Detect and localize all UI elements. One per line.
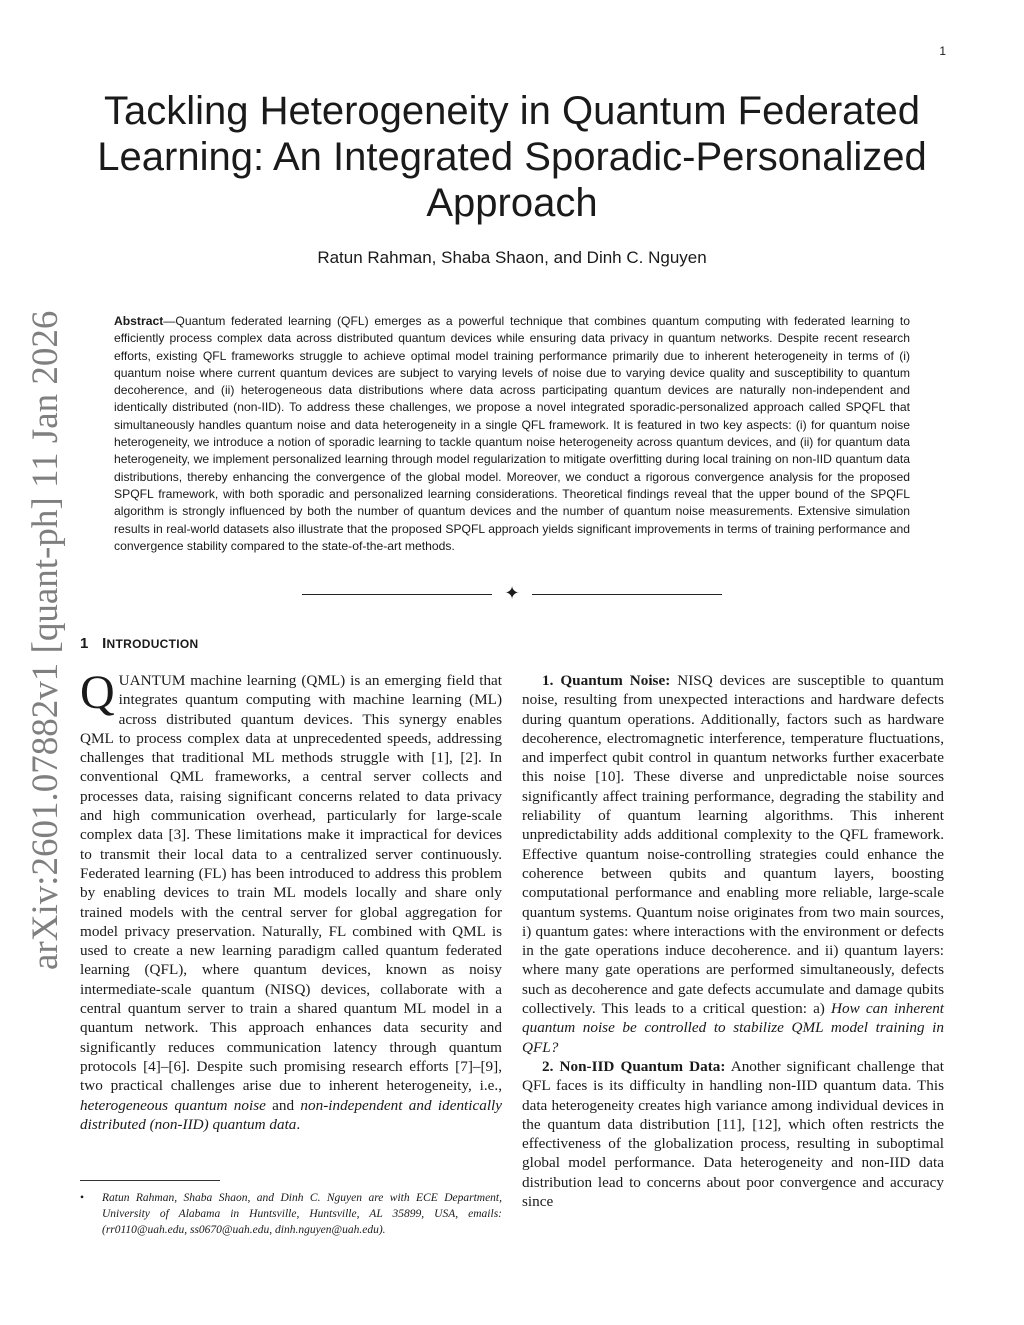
intro-paragraph: [80, 666, 503, 1134]
footnote-rule: [80, 1180, 220, 1181]
separator-rule-left: [302, 594, 492, 595]
italic-term: non-independent and identically distributed (non-IID) quantum data: [80, 1096, 502, 1133]
text-span: machine learning (QML) is an emerging field that integrates quantum computing with machine learning (ML) across distributed quantum devices. This synergy enables QML to process complex data at unprecedented speeds, addressing challenges that traditional ML methods struggle with [: [80, 672, 502, 767]
text-span: ], [: [443, 749, 466, 767]
text-span: ]. These diverse and unpredictable noise sources significantly affect training performance, degrading the stability and reliability of quantum learning algorithms. This inherent unpredictability adds additional complexity to the QFL framework. Effective quantum noise-controlling strategies could enhance the coherence between qubits and quantum layers, boosting computational performance and enabling more reliable, large-scale quantum systems. Quantum noise originates from two main sources, i) quantum gates: where interactions with the environment or defects in the gate operations induce decoherence. and ii) quantum layers: where many gate operations are performed simultaneously, defects such as decoherence and gate defects accumulate and damage qubits collectively. This leads to a critical question: a): [522, 768, 944, 1018]
abstract: [114, 313, 910, 555]
section-title-rest: NTRODUCTION: [106, 637, 199, 651]
section-heading: [80, 635, 199, 652]
abstract-label: Abstract: [114, 314, 164, 328]
section-title-initial: I: [102, 635, 107, 652]
abstract-text: —Quantum federated learning (QFL) emerges as a powerful technique that combines quantum computing with federated learning to efficiently process complex data across distributed quantum devices while ensuring data privacy in quantum networks. Despite recent research efforts, existing QFL frameworks struggle to achieve optimal model training performance primarily due to inherent heterogeneity in terms of (i) quantum noise where current quantum devices are subject to varying levels of noise due to varying device quality and susceptibility to quantum decoherence, and (ii) heterogeneous data distributions where data across participating quantum devices are naturally non-independent and identically distributed (non-IID). To address these challenges, we propose a novel integrated sporadic-personalized approach called SPQFL that simultaneously handles quantum noise and data heterogeneity in a single QFL framework. It is featured in two key aspects: (i) for quantum noise heterogeneity, we introduce a notion of sporadic learning to tackle quantum noise heterogeneity across quantum devices, and (ii) for quantum data heterogeneity, we implement personalized learning through model regularization to mitigate overfitting during local training on non-IID quantum data distributions, thereby enhancing the convergence of the global model. Moreover, we conduct a rigorous convergence analysis for the proposed SPQFL framework, with both sporadic and personalized learning considerations. Theoretical findings reveal that the upper bound of the SPQFL algorithm is strongly influenced by both the number of quantum devices and the number of quantum noise measurements. Extensive simulation results in real-world datasets also illustrate that the proposed SPQFL approach yields significant improvements in terms of training performance and convergence stability compared to the state-of-the-art methods.: [114, 314, 910, 553]
text-span: ], [: [736, 1115, 758, 1133]
text-span: ], two practical challenges arise due to inherent heterogeneity, i.e.,: [80, 1057, 502, 1095]
page-number: 1: [939, 44, 946, 58]
paper-authors: Ratun Rahman, Shaba Shaon, and Dinh C. Nguyen: [317, 248, 707, 267]
arxiv-side-stamp: arXiv:2601.07882v1 [quant-ph] 11 Jan 2026: [25, 310, 66, 970]
separator-diamond-icon: ✦: [504, 583, 520, 603]
paper-title: Tackling Heterogeneity in Quantum Federated Learning: An Integrated Sporadic-Personalized Approach: [97, 89, 927, 225]
citation-link[interactable]: 3: [173, 826, 182, 844]
separator-rule-right: [532, 594, 722, 595]
citation-link[interactable]: 2: [465, 749, 473, 767]
text-span: and: [265, 1096, 301, 1114]
citation-link[interactable]: 7: [460, 1057, 468, 1075]
paragraph-label: 1. Quantum Noise:: [542, 672, 671, 689]
footnote-bullet: •: [80, 1192, 85, 1204]
dropcap: Q: [80, 666, 115, 719]
citation-link[interactable]: 6: [173, 1057, 182, 1075]
citation-link[interactable]: 9: [485, 1057, 494, 1075]
text-span: .: [296, 1115, 301, 1133]
quantum-noise-paragraph: [522, 671, 944, 1057]
paragraph-label: 2. Non-IID Quantum Data:: [542, 1057, 726, 1075]
footnote-text: Ratun Rahman, Shaba Shaon, and Dinh C. Nguyen are with ECE Department, University of Alabama in Huntsville, Huntsville, AL 35899, USA, emails: (rr0110@uah.edu, ss0670@uah.edu, dinh.nguyen@uah.edu).: [102, 1192, 502, 1236]
citation-link[interactable]: 10: [600, 768, 616, 786]
right-column: [522, 671, 944, 1211]
footnote: [80, 1190, 502, 1238]
text-span: ]–[: [467, 1057, 486, 1075]
citation-link[interactable]: 4: [148, 1057, 156, 1075]
text-span: ]. In conventional QML frameworks, a central server collects and processes data, raising significant concerns related to data privacy and high communication overhead, particularly for large-scale complex data [: [80, 749, 502, 844]
citation-link[interactable]: 12: [757, 1115, 773, 1133]
left-column: [80, 666, 503, 1134]
text-span: ]. These limitations make it impractical for devices to transmit their local data to a centralized server continuously. Federated learning (FL) has been introduced to address this problem by enabling devices to train ML models locally and share only trained models with the central server for global aggregation for model privacy preservation. Naturally, FL combined with QML is used to create a new learning paradigm called quantum federated learning (QFL), where quantum devices, known as noisy intermediate-scale quantum (NISQ) devices, collaborate with a central quantum server to train a shared quantum ML model in a quantum network. This approach enhances data security and significantly reduces communication latency through quantum protocols [: [80, 826, 503, 1075]
citation-link[interactable]: 11: [721, 1115, 737, 1133]
text-span: ]. Despite such promising research efforts [: [181, 1057, 461, 1075]
text-span: NISQ devices are susceptible to quantum noise, resulting from unexpected interactions and hardware defects during quantum operations. Additionally, factors such as hardware decoherence, electromagnetic interference, temperature fluctuations, and imperfect qubit control in quantum networks further exacerbate this noise [: [522, 672, 944, 786]
section-number: 1: [80, 635, 89, 652]
text-span: Another significant challenge that QFL faces is its difficulty in handling non-IID quantum data. This data heterogeneity creates high variance among individual devices in the quantum data distribution [: [522, 1057, 944, 1133]
research-question: How can inherent quantum noise be controlled to stabilize QML model training in QFL?: [522, 1000, 945, 1056]
smallcaps-lead: UANTUM: [118, 672, 186, 689]
text-span: ]–[: [155, 1057, 174, 1075]
text-span: ], which often restricts the effectiveness of the globalization process, resulting in suboptimal global model performance. Data heterogeneity and non-IID data distribution lead to concerns about poor convergence and accuracy since: [522, 1115, 944, 1211]
non-iid-paragraph: [522, 1057, 944, 1211]
citation-link[interactable]: 1: [436, 749, 444, 767]
italic-term: heterogeneous quantum noise: [80, 1096, 266, 1114]
